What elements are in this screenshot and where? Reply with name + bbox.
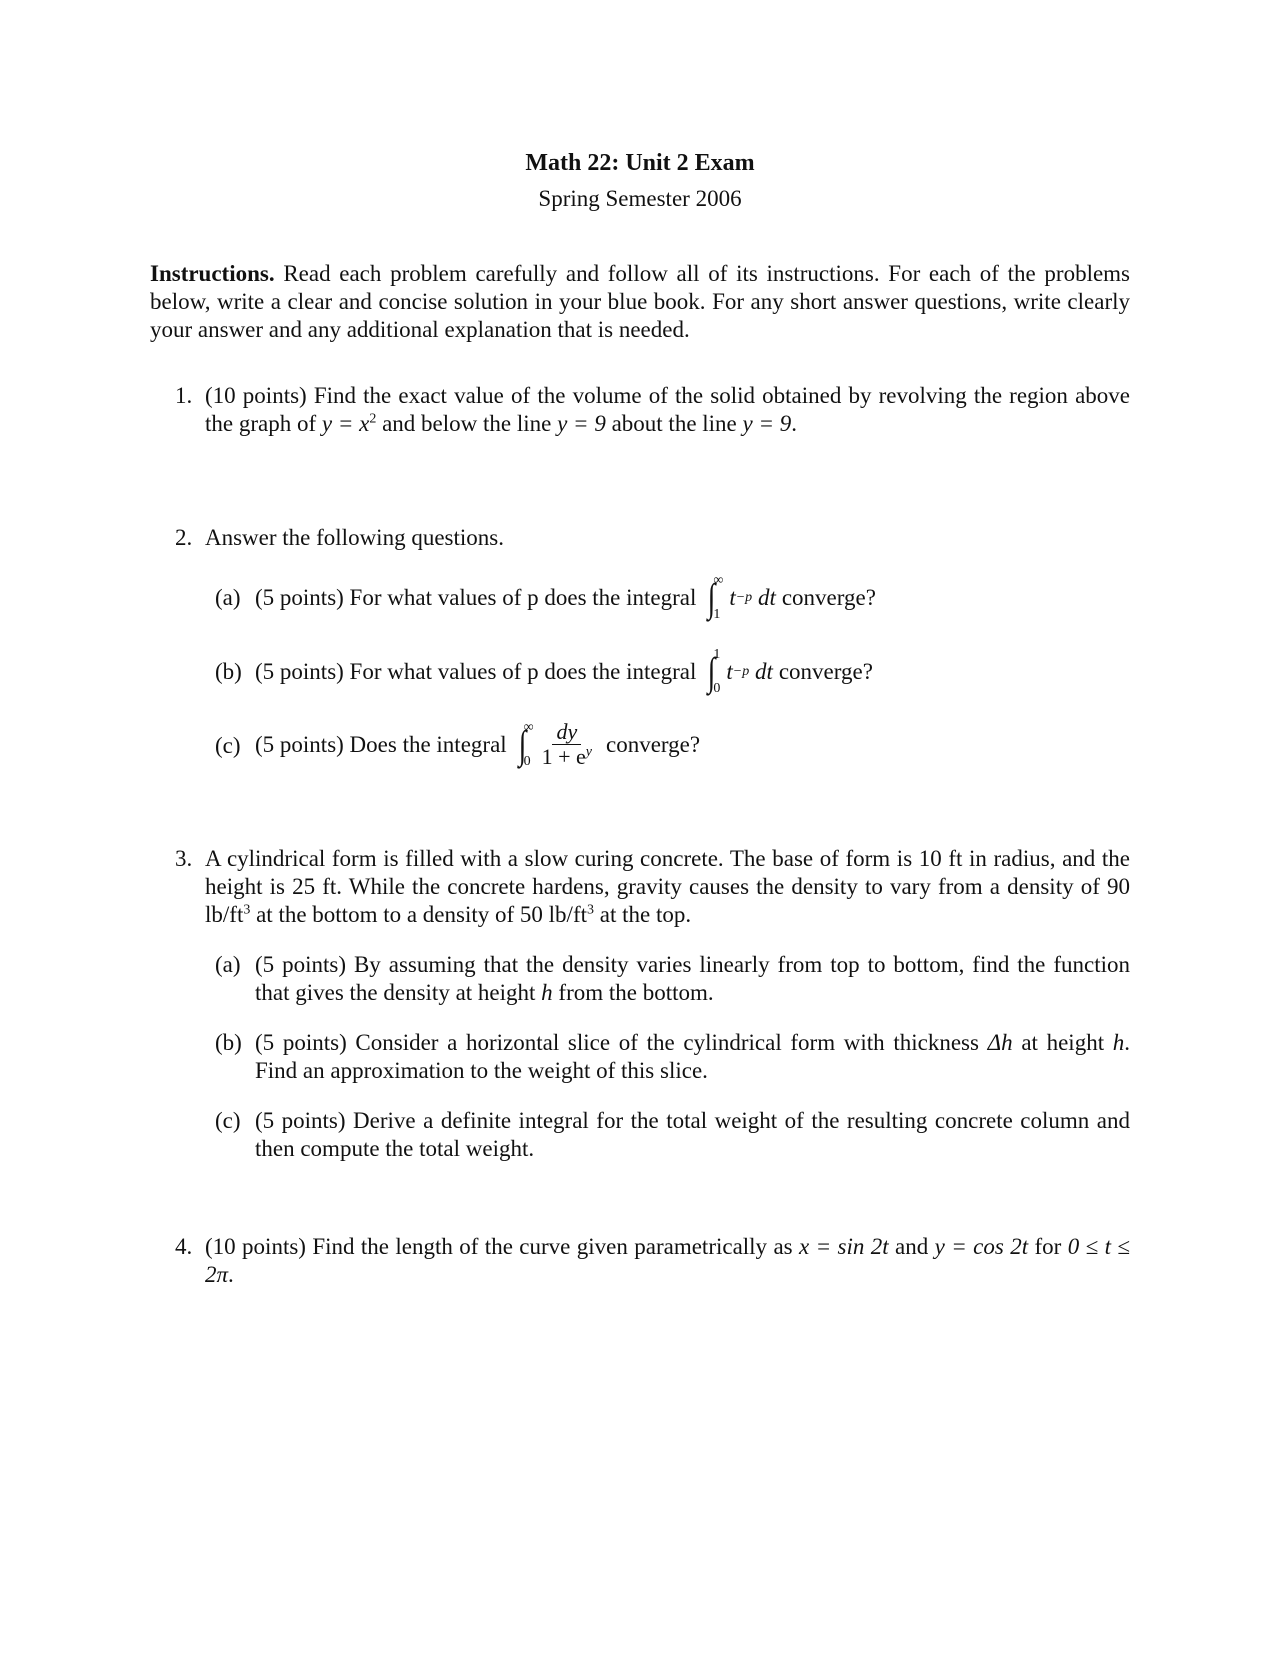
problem-2 xyxy=(150,524,1130,552)
problem-4-math-c: 0 ≤ t ≤ 2π xyxy=(205,1234,1131,1287)
exam-subtitle: Spring Semester 2006 xyxy=(538,186,742,211)
problem-2c-numerator: dy xyxy=(552,720,581,745)
problem-3-number: 3. xyxy=(175,846,193,871)
problem-2c-denominator xyxy=(542,745,592,769)
integral-sign-icon: ∫ xyxy=(708,575,716,620)
problem-3b-label: (b) xyxy=(215,1030,242,1055)
problem-2a-diff: dt xyxy=(757,585,776,610)
problem-3a xyxy=(150,951,1130,1007)
problem-1-math-c: y = 9 xyxy=(742,411,792,436)
problem-2a-integral: ∫ ∞ 1 t −p dt xyxy=(708,573,776,622)
problem-3a-label: (a) xyxy=(215,952,241,977)
problem-1-math-a: y = x xyxy=(321,411,370,436)
problem-2b-text: (5 points) For what values of p does the integral xyxy=(255,659,697,684)
problem-2a-row xyxy=(255,574,1130,622)
instructions-text: Read each problem carefully and follow all of its instructions. For each of the problems below, write a clear and concise solution in your blue book. For any short answer questions, write clearly your answer and any additional explanation that is needed. xyxy=(150,261,1131,342)
problem-3c-label: (c) xyxy=(215,1108,241,1133)
problem-3b-var: h xyxy=(1112,1030,1125,1055)
problem-3-exp-b: 3 xyxy=(587,902,594,918)
problem-2b-row xyxy=(255,648,1130,696)
problem-3-text-a: A cylindrical form is filled with a slow curing concrete. The base of form is 10 ft in radius, and the height is 25 ft. While the concrete hardens, gravity causes the density to vary from a density of 90 lb/ft xyxy=(205,846,1130,927)
exam-page xyxy=(150,148,1130,1289)
problem-2a-label: (a) xyxy=(215,585,241,610)
problem-4-math-a: x = sin 2t xyxy=(799,1234,889,1259)
problem-1-text-b: and below the line xyxy=(382,411,552,436)
problem-1-text-a: (10 points) Find the exact value of the volume of the solid obtained by revolving the region above the graph of xyxy=(205,383,1130,436)
problem-4-text-b: and xyxy=(895,1234,929,1259)
problem-2a-text: (5 points) For what values of p does the integral xyxy=(255,585,697,610)
problem-2a-integrand: t xyxy=(729,585,736,610)
problem-2c xyxy=(150,720,1130,769)
instructions xyxy=(150,260,1130,344)
problem-3b xyxy=(150,1029,1130,1085)
problem-2c-lower: 0 xyxy=(523,753,531,769)
problem-2c-text: (5 points) Does the integral xyxy=(255,731,507,757)
problem-2c-integral xyxy=(517,720,600,769)
problem-3b-delta: Δh xyxy=(987,1030,1013,1055)
problem-2a-lower: 1 xyxy=(713,607,721,622)
problem-2b-diff: dt xyxy=(754,659,773,684)
problem-3b-text-a: (5 points) Consider a horizontal slice of the cylindrical form with thickness xyxy=(255,1030,979,1055)
problem-2b xyxy=(150,648,1130,696)
exam-title: Math 22: Unit 2 Exam xyxy=(525,150,755,176)
problem-2-intro: Answer the following questions. xyxy=(205,525,504,550)
problem-3c xyxy=(150,1107,1130,1163)
problem-2c-tail: converge? xyxy=(606,731,701,757)
problem-2b-integral: ∫ 1 0 t −p dt xyxy=(708,647,773,696)
problem-4-number: 4. xyxy=(175,1234,193,1259)
problem-2b-tail: converge? xyxy=(778,659,873,684)
problem-2c-label: (c) xyxy=(215,733,241,758)
problem-4-text-a: (10 points) Find the length of the curve given parametrically as xyxy=(205,1234,793,1259)
problem-2a-tail: converge? xyxy=(781,585,876,610)
problem-1-math-b: y = 9 xyxy=(557,411,606,436)
problem-3-text-b: at the bottom to a density of 50 lb/ft xyxy=(256,902,587,927)
problem-2b-lower: 0 xyxy=(713,681,721,696)
problem-3a-text-a: (5 points) By assuming that the density varies linearly from top to bottom, find the function that gives the density at height xyxy=(255,952,1130,1005)
integral-sign-icon: ∫ xyxy=(518,721,526,767)
problem-2c-upper: ∞ xyxy=(523,719,534,735)
problem-3a-text-b: from the bottom. xyxy=(558,980,714,1005)
problem-2b-upper: 1 xyxy=(713,647,721,662)
problem-2c-fraction xyxy=(542,720,592,769)
problem-4-text-c: for xyxy=(1034,1234,1062,1259)
problem-2c-row xyxy=(255,720,1130,769)
problem-1 xyxy=(150,382,1130,438)
problem-2a-upper: ∞ xyxy=(713,573,724,588)
problem-2b-label: (b) xyxy=(215,659,242,684)
problem-2-number: 2. xyxy=(175,525,193,550)
problem-3-exp-a: 3 xyxy=(243,902,251,918)
problem-1-text-c: about the line xyxy=(611,411,737,436)
problem-2a xyxy=(150,574,1130,622)
problem-3-text-c: at the top. xyxy=(599,902,692,927)
problem-3b-text-c: . Find an approximation to the weight of this slice. xyxy=(255,1030,1131,1083)
problem-1-exp-a: 2 xyxy=(369,411,377,427)
problem-3c-text: (5 points) Derive a definite integral for the total weight of the resulting concrete column and then compute the total weight. xyxy=(255,1108,1130,1161)
instructions-label: Instructions. xyxy=(150,261,275,286)
problem-4-math-b: y = cos 2t xyxy=(934,1234,1029,1259)
problem-3b-text-b: at height xyxy=(1021,1030,1105,1055)
problem-2c-den-exp: y xyxy=(585,744,593,760)
problem-4 xyxy=(150,1233,1130,1289)
problem-4-text-d: . xyxy=(228,1262,234,1287)
problem-2c-denominator-base: 1 + e xyxy=(541,744,586,769)
problem-2b-integrand: t xyxy=(726,659,733,684)
problem-3 xyxy=(150,845,1130,929)
problem-1-text-d: . xyxy=(791,411,797,436)
integral-sign-icon: ∫ xyxy=(708,649,716,694)
problem-1-number: 1. xyxy=(175,383,193,408)
problem-3a-var: h xyxy=(541,980,553,1005)
